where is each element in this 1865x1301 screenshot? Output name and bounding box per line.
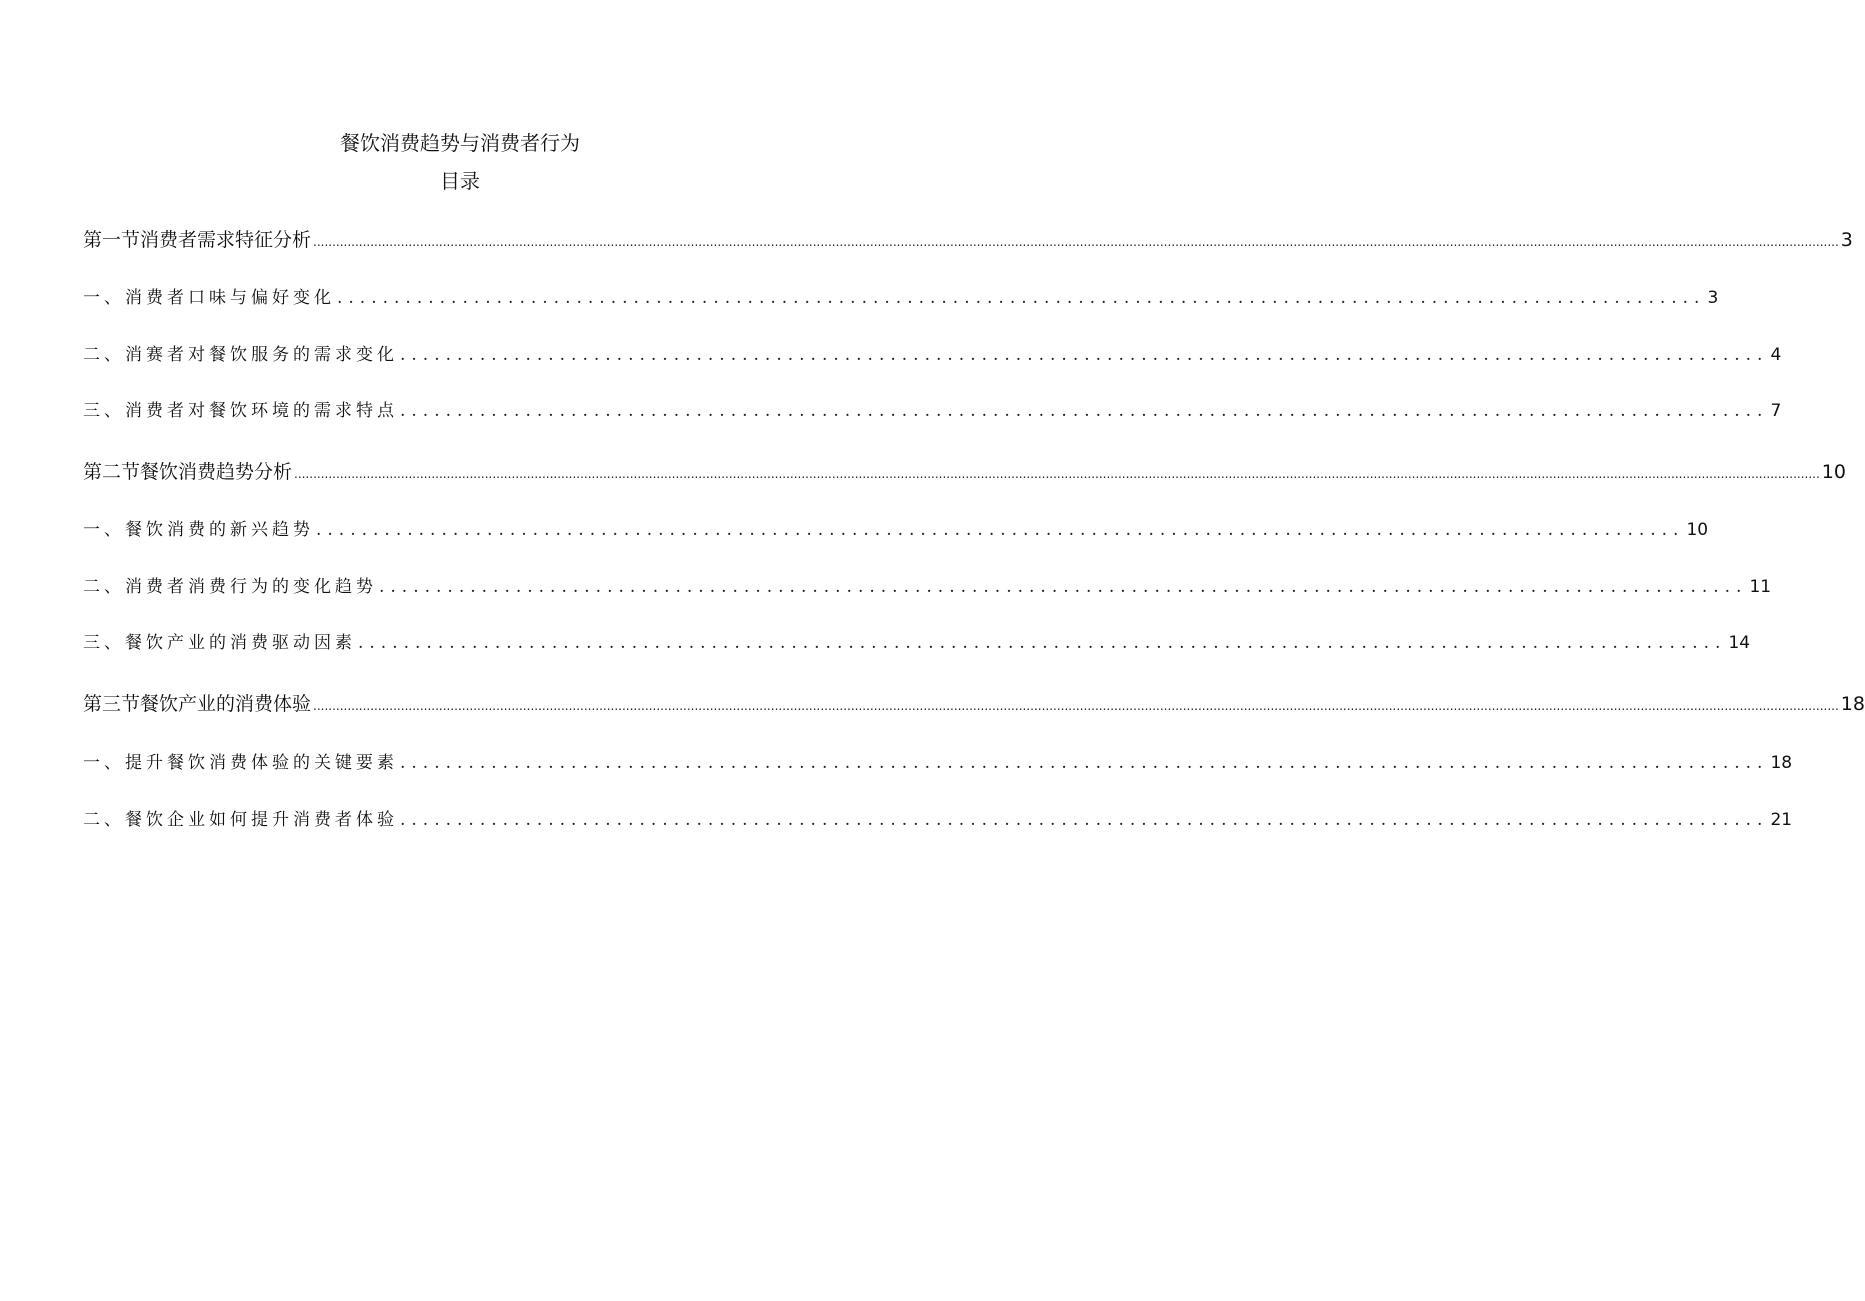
toc-dot-leader: ................................................................................................................................................................................................................................................................................................................................................................................................................ [294,467,1820,481]
toc-entry-page: 21 [1770,810,1793,830]
toc-dot-leader: ........................................................................................................................ [379,577,1748,597]
toc-dot-leader: ........................................................................................................................ [400,753,1769,773]
toc-entry-2-1[interactable] [83,516,1709,544]
toc-entry-label: 二、餐饮企业如何提升消费者体验 [83,810,398,830]
toc-entry-page: 10 [1686,520,1709,540]
toc-dot-leader: ........................................................................................................................ [358,633,1727,653]
toc-entry-page: 4 [1770,345,1782,365]
toc-entry-section-2[interactable] [83,458,1846,488]
toc-entry-page: 14 [1728,633,1751,653]
toc-entry-label: 三、消费者对餐饮环境的需求特点 [83,401,398,421]
toc-entry-label: 二、消费者消费行为的变化趋势 [83,577,377,597]
toc-entry-section-1[interactable] [83,226,1853,256]
toc-entry-section-3[interactable] [83,690,1865,720]
toc-dot-leader: ........................................................................................................................ [316,520,1685,540]
toc-entry-page: 3 [1707,288,1719,308]
toc-entry-label: 第二节餐饮消费趋势分析 [83,461,293,483]
toc-entry-page: 18 [1770,753,1793,773]
toc-entry-1-1[interactable] [83,284,1719,312]
toc-entry-label: 三、餐饮产业的消费驱动因素 [83,633,356,653]
toc-entry-label: 一、消费者口味与偏好变化 [83,288,335,308]
toc-entry-label: 二、消赛者对餐饮服务的需求变化 [83,345,398,365]
toc-dot-leader: ........................................................................................................................ [400,401,1769,421]
toc-entry-page: 11 [1749,577,1772,597]
toc-entry-2-2[interactable] [83,573,1772,601]
toc-entry-page: 10 [1821,461,1846,483]
table-of-contents [83,0,1865,1301]
toc-entry-1-2[interactable] [83,341,1782,369]
toc-dot-leader: ........................................................................................................................ [400,345,1769,365]
toc-entry-page: 18 [1840,693,1865,715]
toc-dot-leader: ........................................................................................................................ [400,810,1769,830]
toc-entry-3-1[interactable] [83,749,1793,777]
toc-entry-page: 3 [1840,229,1853,251]
toc-dot-leader: ................................................................................................................................................................................................................................................................................................................................................................................................................ [313,235,1839,249]
toc-dot-leader: ........................................................................................................................ [337,288,1706,308]
toc-entry-label: 一、提升餐饮消费体验的关键要素 [83,753,398,773]
toc-heading: 目录 [440,169,480,193]
toc-entry-2-3[interactable] [83,629,1751,657]
toc-entry-page: 7 [1770,401,1782,421]
toc-entry-label: 第一节消费者需求特征分析 [83,229,312,251]
toc-entry-label: 一、餐饮消费的新兴趋势 [83,520,314,540]
toc-entry-label: 第三节餐饮产业的消费体验 [83,693,312,715]
toc-entry-3-2[interactable] [83,806,1793,834]
document-title: 餐饮消费趋势与消费者行为 [340,131,580,155]
toc-entry-1-3[interactable] [83,397,1782,425]
toc-dot-leader: ................................................................................................................................................................................................................................................................................................................................................................................................................ [313,699,1839,713]
